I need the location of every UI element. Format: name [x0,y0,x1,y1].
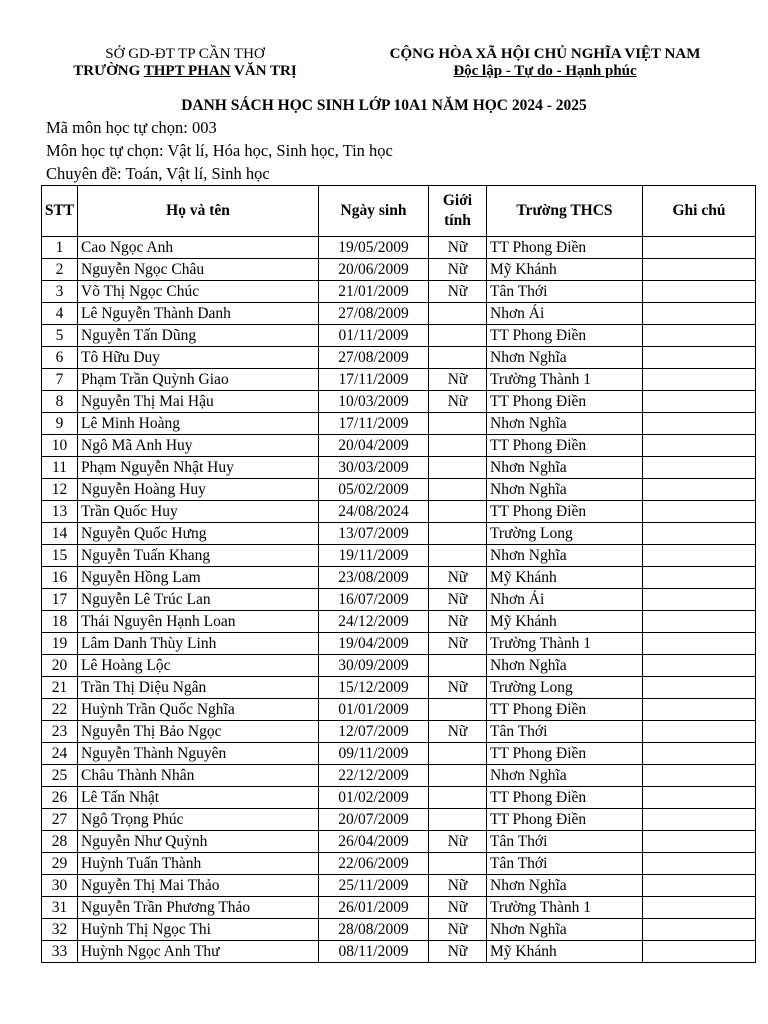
table-row [42,237,756,259]
cell-stt: 10 [42,435,78,457]
cell-name: Võ Thị Ngọc Chúc [78,281,319,303]
table-row [42,545,756,567]
cell-dob: 28/08/2009 [319,919,429,941]
table-row [42,853,756,875]
cell-stt: 13 [42,501,78,523]
col-header-note: Ghi chú [643,186,756,237]
table-row [42,479,756,501]
cell-name: Huỳnh Trần Quốc Nghĩa [78,699,319,721]
cell-note [643,699,756,721]
cell-school: Nhơn Nghĩa [487,875,643,897]
cell-gender: Nữ [429,611,487,633]
cell-name: Nguyễn Quốc Hưng [78,523,319,545]
cell-school: TT Phong Điền [487,435,643,457]
cell-name: Ngô Trọng Phúc [78,809,319,831]
cell-stt: 3 [42,281,78,303]
student-table [41,185,756,963]
cell-school: Mỹ Khánh [487,941,643,963]
cell-name: Nguyễn Thị Mai Thảo [78,875,319,897]
cell-note [643,787,756,809]
cell-dob: 26/04/2009 [319,831,429,853]
table-row [42,655,756,677]
cell-gender: Nữ [429,567,487,589]
cell-dob: 21/01/2009 [319,281,429,303]
cell-dob: 19/04/2009 [319,633,429,655]
elective-code: Mã môn học tự chọn: 003 [46,118,217,137]
cell-gender [429,325,487,347]
cell-dob: 12/07/2009 [319,721,429,743]
cell-note [643,369,756,391]
cell-note [643,479,756,501]
table-header-row [42,186,756,237]
cell-name: Nguyễn Lê Trúc Lan [78,589,319,611]
cell-stt: 6 [42,347,78,369]
cell-gender: Nữ [429,919,487,941]
cell-gender: Nữ [429,391,487,413]
cell-dob: 30/03/2009 [319,457,429,479]
table-row [42,259,756,281]
table-row [42,875,756,897]
cell-dob: 22/06/2009 [319,853,429,875]
cell-stt: 24 [42,743,78,765]
cell-dob: 27/08/2009 [319,303,429,325]
cell-stt: 31 [42,897,78,919]
cell-school: TT Phong Điền [487,743,643,765]
cell-gender [429,479,487,501]
cell-note [643,809,756,831]
cell-gender: Nữ [429,677,487,699]
cell-stt: 15 [42,545,78,567]
table-row [42,831,756,853]
cell-dob: 08/11/2009 [319,941,429,963]
cell-note [643,875,756,897]
cell-gender [429,303,487,325]
cell-gender [429,501,487,523]
cell-dob: 22/12/2009 [319,765,429,787]
col-header-school: Trường THCS [487,186,643,237]
cell-name: Nguyễn Tấn Dũng [78,325,319,347]
cell-note [643,897,756,919]
cell-note [643,831,756,853]
cell-gender [429,413,487,435]
cell-dob: 05/02/2009 [319,479,429,501]
cell-note [643,633,756,655]
table-row [42,919,756,941]
cell-school: TT Phong Điền [487,237,643,259]
cell-stt: 33 [42,941,78,963]
cell-gender [429,787,487,809]
table-row [42,523,756,545]
cell-dob: 30/09/2009 [319,655,429,677]
cell-name: Lê Tấn Nhật [78,787,319,809]
table-row [42,721,756,743]
cell-stt: 23 [42,721,78,743]
cell-note [643,721,756,743]
cell-school: Mỹ Khánh [487,259,643,281]
motto: Độc lập - Tự do - Hạnh phúc [453,63,637,79]
cell-stt: 17 [42,589,78,611]
table-row [42,435,756,457]
cell-note [643,501,756,523]
table-row [42,413,756,435]
cell-stt: 26 [42,787,78,809]
cell-stt: 12 [42,479,78,501]
cell-gender: Nữ [429,831,487,853]
table-row [42,809,756,831]
cell-school: Nhơn Ái [487,303,643,325]
cell-note [643,281,756,303]
cell-name: Nguyễn Hồng Lam [78,567,319,589]
cell-school: TT Phong Điền [487,699,643,721]
cell-name: Lê Minh Hoàng [78,413,319,435]
cell-gender [429,347,487,369]
cell-note [643,589,756,611]
cell-gender [429,853,487,875]
cell-name: Nguyễn Hoàng Huy [78,479,319,501]
cell-note [643,941,756,963]
cell-school: Tân Thới [487,281,643,303]
cell-dob: 20/07/2009 [319,809,429,831]
nation-name: CỘNG HÒA XÃ HỘI CHỦ NGHĨA VIỆT NAM [389,46,701,62]
cell-dob: 24/12/2009 [319,611,429,633]
table-row [42,589,756,611]
cell-note [643,919,756,941]
cell-name: Huỳnh Tuấn Thành [78,853,319,875]
department-name: SỞ GD-ĐT TP CẦN THƠ [105,46,265,62]
table-row [42,699,756,721]
table-row [42,611,756,633]
cell-school: TT Phong Điền [487,501,643,523]
table-row [42,303,756,325]
cell-note [643,523,756,545]
cell-dob: 27/08/2009 [319,347,429,369]
cell-gender [429,435,487,457]
cell-school: Nhơn Nghĩa [487,545,643,567]
cell-gender: Nữ [429,281,487,303]
cell-note [643,435,756,457]
cell-gender [429,457,487,479]
cell-gender: Nữ [429,875,487,897]
cell-dob: 24/08/2024 [319,501,429,523]
cell-note [643,853,756,875]
cell-school: TT Phong Điền [487,787,643,809]
table-row [42,941,756,963]
school-name: TRƯỜNG THPT PHAN VĂN TRỊ [73,63,297,79]
cell-gender: Nữ [429,369,487,391]
cell-gender: Nữ [429,589,487,611]
cell-note [643,655,756,677]
cell-gender [429,809,487,831]
cell-gender: Nữ [429,237,487,259]
cell-school: Tân Thới [487,831,643,853]
cell-gender [429,545,487,567]
cell-name: Nguyễn Như Quỳnh [78,831,319,853]
cell-school: Nhơn Nghĩa [487,347,643,369]
cell-stt: 4 [42,303,78,325]
cell-dob: 19/05/2009 [319,237,429,259]
cell-stt: 8 [42,391,78,413]
cell-stt: 29 [42,853,78,875]
cell-name: Nguyễn Tuấn Khang [78,545,319,567]
cell-dob: 23/08/2009 [319,567,429,589]
cell-note [643,347,756,369]
cell-school: TT Phong Điền [487,809,643,831]
cell-gender: Nữ [429,897,487,919]
cell-gender: Nữ [429,941,487,963]
cell-note [643,545,756,567]
cell-gender [429,655,487,677]
cell-note [643,259,756,281]
cell-school: Trường Thành 1 [487,633,643,655]
cell-name: Huỳnh Ngọc Anh Thư [78,941,319,963]
cell-stt: 16 [42,567,78,589]
cell-dob: 15/12/2009 [319,677,429,699]
cell-note [643,743,756,765]
specialized-topics: Chuyên đề: Toán, Vật lí, Sinh học [46,164,270,183]
cell-stt: 30 [42,875,78,897]
cell-note [643,303,756,325]
cell-name: Lê Hoàng Lộc [78,655,319,677]
cell-dob: 20/04/2009 [319,435,429,457]
cell-dob: 01/11/2009 [319,325,429,347]
cell-dob: 13/07/2009 [319,523,429,545]
cell-note [643,413,756,435]
header-right [340,46,750,80]
table-body [42,237,756,963]
table-row [42,369,756,391]
cell-note [643,237,756,259]
cell-name: Trần Thị Diệu Ngân [78,677,319,699]
cell-school: Mỹ Khánh [487,611,643,633]
cell-dob: 01/01/2009 [319,699,429,721]
cell-name: Nguyễn Trần Phương Thảo [78,897,319,919]
cell-name: Trần Quốc Huy [78,501,319,523]
cell-name: Nguyễn Thành Nguyên [78,743,319,765]
table-row [42,325,756,347]
table-row [42,567,756,589]
cell-note [643,457,756,479]
cell-note [643,611,756,633]
cell-name: Ngô Mã Anh Huy [78,435,319,457]
cell-dob: 19/11/2009 [319,545,429,567]
cell-note [643,567,756,589]
cell-note [643,677,756,699]
cell-gender: Nữ [429,633,487,655]
col-header-name: Họ và tên [78,186,319,237]
cell-name: Tô Hữu Duy [78,347,319,369]
table-row [42,787,756,809]
cell-stt: 21 [42,677,78,699]
cell-stt: 9 [42,413,78,435]
table-row [42,501,756,523]
cell-dob: 17/11/2009 [319,413,429,435]
cell-gender [429,699,487,721]
cell-dob: 17/11/2009 [319,369,429,391]
table-row [42,391,756,413]
cell-dob: 25/11/2009 [319,875,429,897]
cell-dob: 26/01/2009 [319,897,429,919]
cell-school: Trường Thành 1 [487,897,643,919]
cell-school: Nhơn Nghĩa [487,413,643,435]
cell-stt: 20 [42,655,78,677]
col-header-dob: Ngày sinh [319,186,429,237]
cell-name: Phạm Nguyễn Nhật Huy [78,457,319,479]
cell-name: Nguyễn Thị Bảo Ngọc [78,721,319,743]
cell-school: TT Phong Điền [487,325,643,347]
cell-name: Lâm Danh Thùy Linh [78,633,319,655]
table-row [42,897,756,919]
cell-dob: 01/02/2009 [319,787,429,809]
cell-stt: 14 [42,523,78,545]
cell-name: Huỳnh Thị Ngọc Thi [78,919,319,941]
cell-stt: 1 [42,237,78,259]
cell-note [643,765,756,787]
cell-school: Mỹ Khánh [487,567,643,589]
elective-subjects: Môn học tự chọn: Vật lí, Hóa học, Sinh học, Tin học [46,141,393,160]
cell-stt: 22 [42,699,78,721]
cell-gender [429,765,487,787]
cell-gender [429,743,487,765]
table-row [42,677,756,699]
cell-school: Nhơn Ái [487,589,643,611]
table-row [42,347,756,369]
cell-gender: Nữ [429,721,487,743]
header-left [40,46,330,80]
cell-school: Nhơn Nghĩa [487,765,643,787]
cell-name: Lê Nguyễn Thành Danh [78,303,319,325]
cell-dob: 10/03/2009 [319,391,429,413]
cell-school: Tân Thới [487,853,643,875]
cell-gender: Nữ [429,259,487,281]
cell-note [643,325,756,347]
cell-stt: 11 [42,457,78,479]
cell-note [643,391,756,413]
col-header-gender: Giới tính [429,186,487,237]
cell-name: Cao Ngọc Anh [78,237,319,259]
table-row [42,743,756,765]
cell-stt: 18 [42,611,78,633]
cell-stt: 25 [42,765,78,787]
col-header-stt: STT [42,186,78,237]
cell-name: Nguyễn Ngọc Châu [78,259,319,281]
cell-dob: 09/11/2009 [319,743,429,765]
cell-stt: 5 [42,325,78,347]
cell-gender [429,523,487,545]
cell-school: TT Phong Điền [487,391,643,413]
document-title: DANH SÁCH HỌC SINH LỚP 10A1 NĂM HỌC 2024 - 2025 [181,97,587,114]
table-row [42,633,756,655]
cell-school: Nhơn Nghĩa [487,479,643,501]
cell-school: Trường Thành 1 [487,369,643,391]
cell-school: Nhơn Nghĩa [487,919,643,941]
cell-stt: 32 [42,919,78,941]
cell-stt: 7 [42,369,78,391]
cell-name: Thái Nguyên Hạnh Loan [78,611,319,633]
cell-stt: 28 [42,831,78,853]
cell-dob: 16/07/2009 [319,589,429,611]
cell-name: Châu Thành Nhân [78,765,319,787]
cell-school: Trường Long [487,677,643,699]
cell-stt: 19 [42,633,78,655]
cell-name: Phạm Trần Quỳnh Giao [78,369,319,391]
cell-school: Trường Long [487,523,643,545]
table-row [42,765,756,787]
cell-school: Nhơn Nghĩa [487,457,643,479]
cell-school: Tân Thới [487,721,643,743]
cell-dob: 20/06/2009 [319,259,429,281]
table-row [42,281,756,303]
cell-stt: 27 [42,809,78,831]
table-row [42,457,756,479]
cell-stt: 2 [42,259,78,281]
cell-name: Nguyễn Thị Mai Hậu [78,391,319,413]
cell-school: Nhơn Nghĩa [487,655,643,677]
